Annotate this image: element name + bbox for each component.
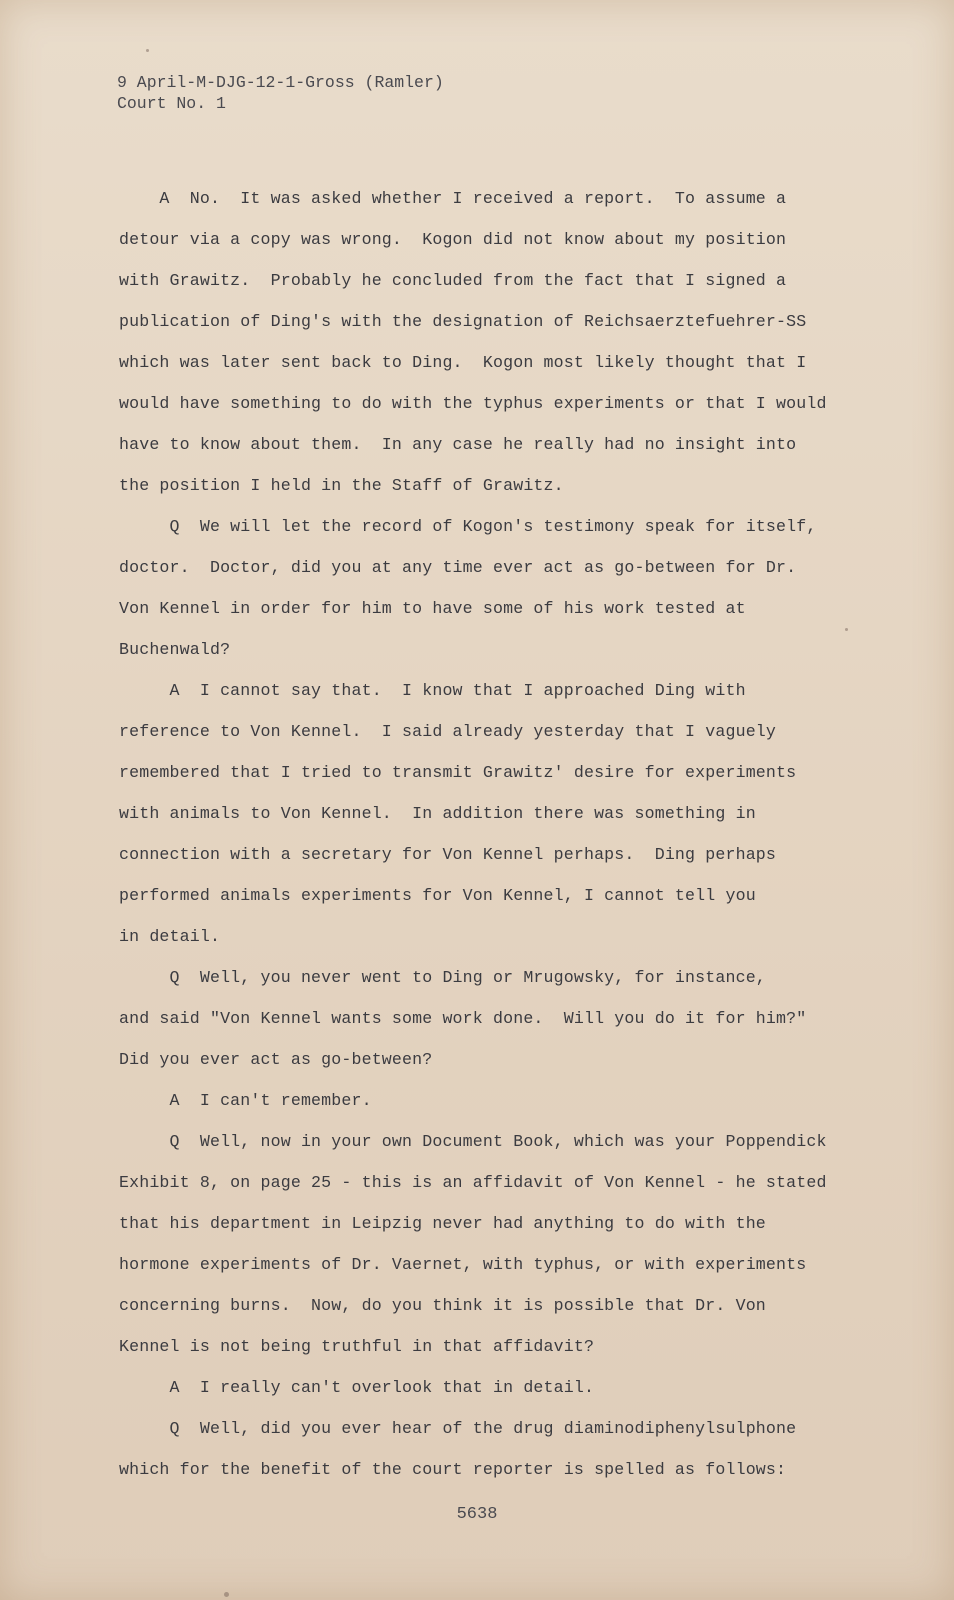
ink-speck: [146, 49, 149, 52]
transcript-line: and said "Von Kennel wants some work done. Will you do it for him?": [119, 1009, 807, 1028]
transcript-line: in detail.: [119, 927, 221, 946]
transcript-line: publication of Ding's with the designation of Reichsaerztefuehrer-SS: [119, 312, 807, 331]
transcript-line: that his department in Leipzig never had anything to do with the: [119, 1214, 766, 1233]
transcript-line: A I really can't overlook that in detail.: [119, 1378, 595, 1397]
document-header: [117, 72, 444, 114]
transcript-line: Exhibit 8, on page 25 - this is an affidavit of Von Kennel - he stated: [119, 1173, 827, 1192]
header-reference-line: 9 April-M-DJG-12-1-Gross (Ramler): [117, 73, 444, 92]
transcript-line: A No. It was asked whether I received a report. To assume a: [119, 189, 787, 208]
transcript-line: hormone experiments of Dr. Vaernet, with typhus, or with experiments: [119, 1255, 807, 1274]
transcript-line: doctor. Doctor, did you at any time ever act as go-between for Dr.: [119, 558, 797, 577]
transcript-line: Buchenwald?: [119, 640, 231, 659]
transcript-line: remembered that I tried to transmit Grawitz' desire for experiments: [119, 763, 797, 782]
transcript-line: the position I held in the Staff of Grawitz.: [119, 476, 564, 495]
transcript-line: which was later sent back to Ding. Kogon most likely thought that I: [119, 353, 807, 372]
transcript-line: Q Well, did you ever hear of the drug diaminodiphenylsulphone: [119, 1419, 797, 1438]
transcript-line: A I cannot say that. I know that I approached Ding with: [119, 681, 746, 700]
header-court-line: Court No. 1: [117, 94, 226, 113]
transcript-line: Von Kennel in order for him to have some of his work tested at: [119, 599, 746, 618]
transcript-line: have to know about them. In any case he really had no insight into: [119, 435, 797, 454]
transcript-line: Q We will let the record of Kogon's testimony speak for itself,: [119, 517, 817, 536]
page-number: 5638: [456, 1505, 498, 1524]
transcript-line: connection with a secretary for Von Kennel perhaps. Ding perhaps: [119, 845, 777, 864]
transcript-line: with animals to Von Kennel. In addition there was something in: [119, 804, 756, 823]
transcript-line: with Grawitz. Probably he concluded from the fact that I signed a: [119, 271, 787, 290]
ink-speck: [845, 628, 848, 631]
transcript-line: concerning burns. Now, do you think it is possible that Dr. Von: [119, 1296, 766, 1315]
transcript-line: performed animals experiments for Von Kennel, I cannot tell you: [119, 886, 756, 905]
transcript-line: would have something to do with the typhus experiments or that I would: [119, 394, 827, 413]
transcript-line: reference to Von Kennel. I said already yesterday that I vaguely: [119, 722, 777, 741]
transcript-line: detour via a copy was wrong. Kogon did not know about my position: [119, 230, 787, 249]
ink-speck: [224, 1592, 229, 1597]
transcript-line: A I can't remember.: [119, 1091, 372, 1110]
transcript-line: Q Well, now in your own Document Book, which was your Poppendick: [119, 1132, 827, 1151]
transcript-line: Did you ever act as go-between?: [119, 1050, 433, 1069]
transcript-line: Q Well, you never went to Ding or Mrugowsky, for instance,: [119, 968, 766, 987]
transcript-line: Kennel is not being truthful in that affidavit?: [119, 1337, 595, 1356]
transcript-line: which for the benefit of the court reporter is spelled as follows:: [119, 1460, 787, 1479]
